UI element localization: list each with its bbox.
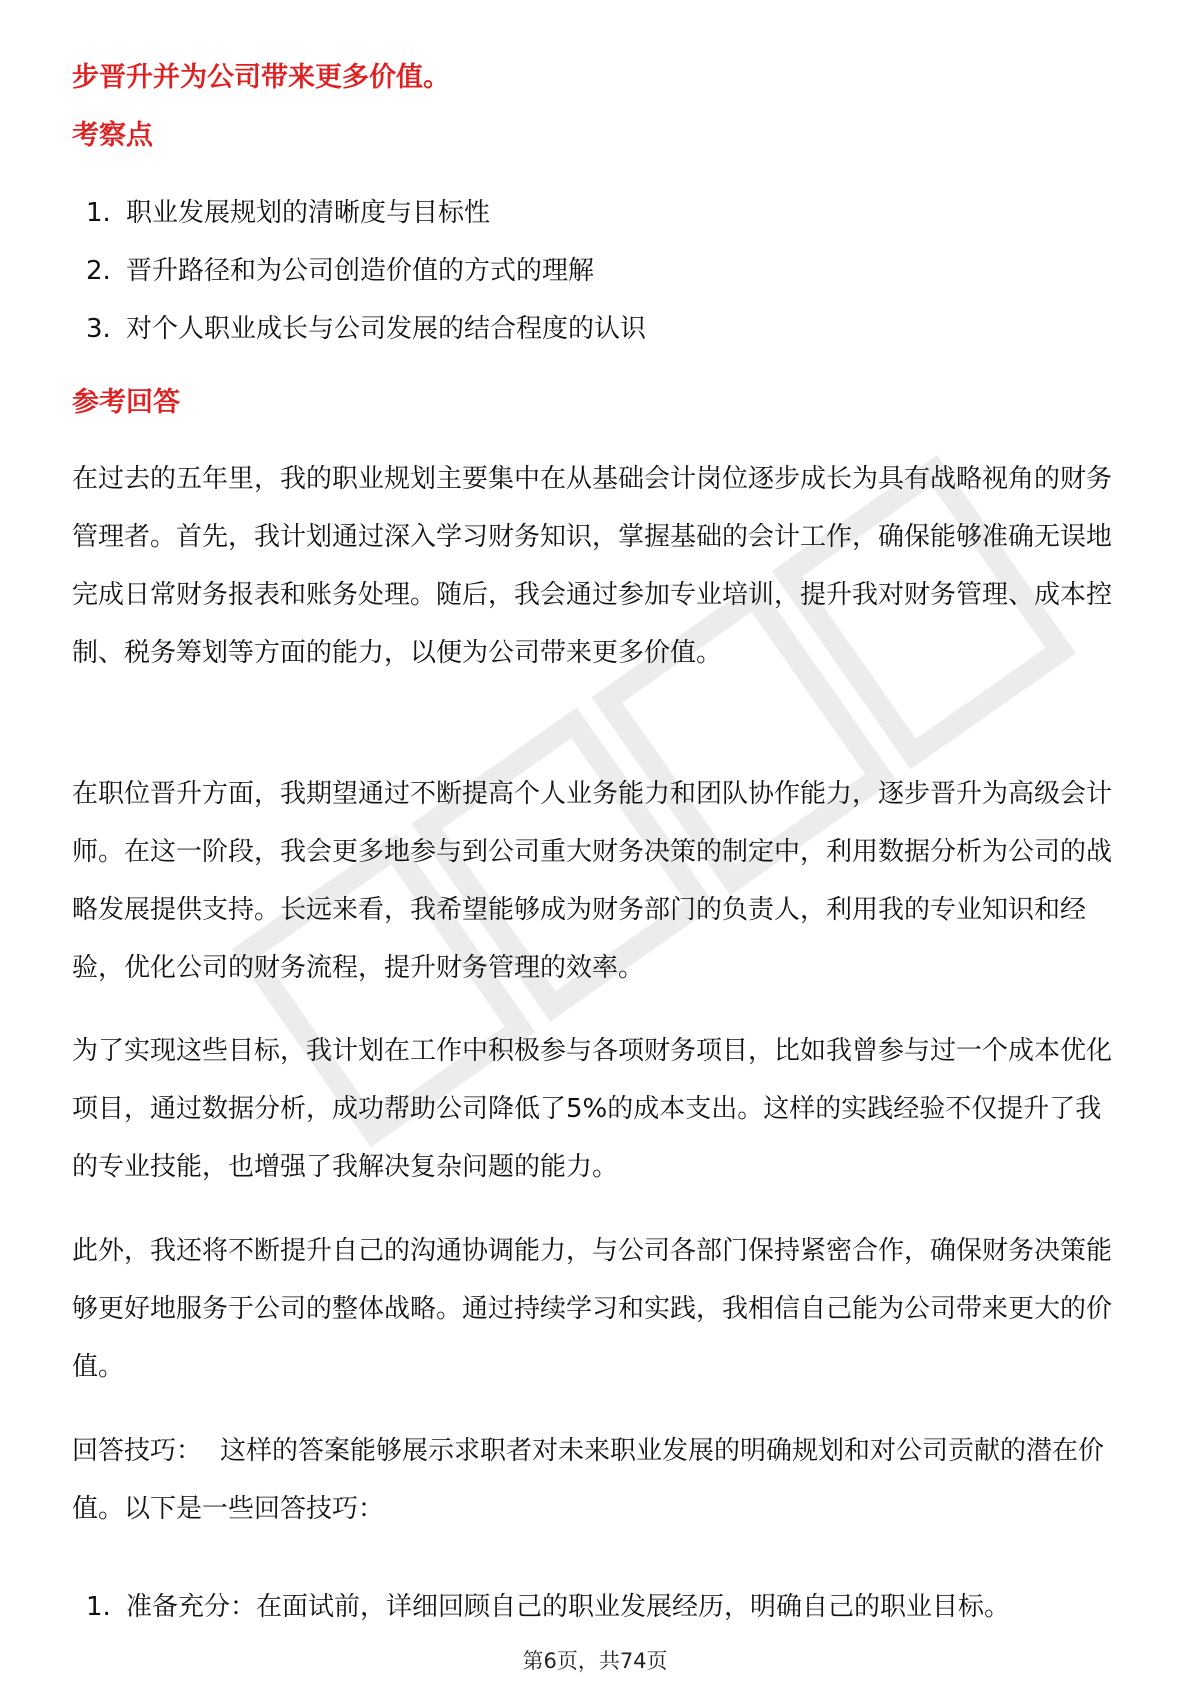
list-item — [86, 184, 646, 242]
list-number: 2. — [86, 256, 111, 286]
section-title-kaocha: 考察点 — [72, 120, 153, 151]
list-number: 3. — [86, 314, 111, 344]
answer-paragraph-1: 在过去的五年里，我的职业规划主要集中在从基础会计岗位逐步成长为具有战略视角的财务管理者。首先，我计划通过深入学习财务知识，掌握基础的会计工作，确保能够准确无误地完成日常财务报表和账务处理。随后，我会通过参加专业培训，提升我对财务管理、成本控制、税务筹划等方面的能力，以便为公司带来更多价值。 — [72, 464, 1113, 668]
list-text: 对个人职业成长与公司发展的结合程度的认识 — [126, 314, 647, 344]
answer-paragraph-3: 为了实现这些目标，我计划在工作中积极参与各项财务项目，比如我曾参与过一个成本优化项目，通过数据分析，成功帮助公司降低了5%的成本支出。这样的实践经验不仅提升了我的专业技能，也增强了我解决复杂问题的能力。 — [72, 1036, 1113, 1182]
tips-text: 这样的答案能够展示求职者对未来职业发展的明确规划和对公司贡献的潜在价值。以下是一些回答技巧： — [72, 1436, 1105, 1524]
kaocha-list — [86, 184, 646, 358]
list-text: 准备充分：在面试前，详细回顾自己的职业发展经历，明确自己的职业目标。 — [126, 1592, 1011, 1622]
list-item — [86, 300, 646, 358]
intro-tail-text: 步晋升并为公司带来更多价值。 — [72, 62, 450, 93]
list-number: 1. — [86, 198, 111, 228]
list-item — [86, 242, 646, 300]
tips-label: 回答技巧： — [72, 1436, 203, 1466]
tips-paragraph — [72, 1422, 1122, 1538]
section-title-cankao: 参考回答 — [72, 387, 180, 418]
answer-paragraph-4: 此外，我还将不断提升自己的沟通协调能力，与公司各部门保持紧密合作，确保财务决策能够更好地服务于公司的整体战略。通过持续学习和实践，我相信自己能为公司带来更大的价值。 — [72, 1236, 1113, 1382]
list-text: 职业发展规划的清晰度与目标性 — [126, 198, 491, 228]
list-text: 晋升路径和为公司创造价值的方式的理解 — [126, 256, 595, 286]
list-item — [86, 1578, 1010, 1636]
page-number-footer: 第6页，共74页 — [522, 1649, 668, 1673]
list-number: 1. — [86, 1592, 111, 1622]
tips-list — [86, 1578, 1010, 1636]
answer-paragraph-2: 在职位晋升方面，我期望通过不断提高个人业务能力和团队协作能力，逐步晋升为高级会计师。在这一阶段，我会更多地参与到公司重大财务决策的制定中，利用数据分析为公司的战略发展提供支持。长远来看，我希望能够成为财务部门的负责人，利用我的专业知识和经验，优化公司的财务流程，提升财务管理的效率。 — [72, 779, 1113, 983]
